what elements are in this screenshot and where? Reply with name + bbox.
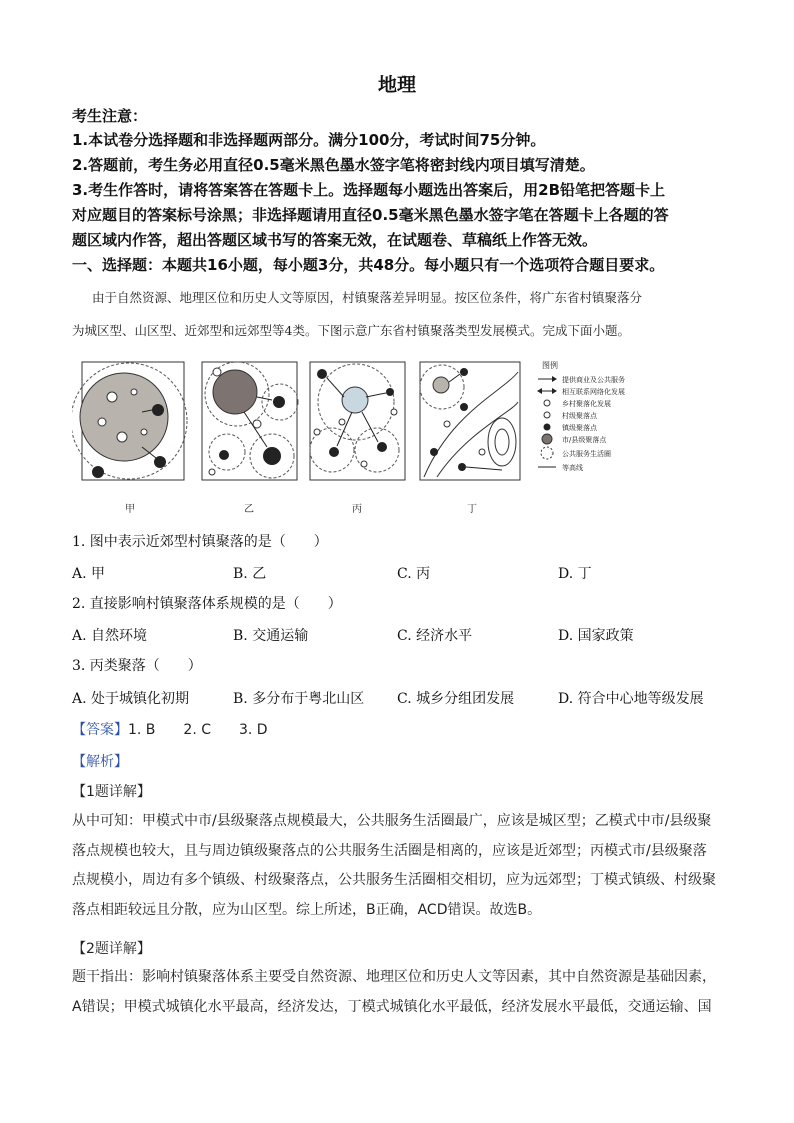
detail2-body	[72, 963, 724, 1022]
legend-title: 图例	[542, 361, 558, 370]
question-option: C. 经济水平	[397, 628, 473, 644]
legend-item: 村级聚落点	[562, 412, 597, 420]
legend-item: 等高线	[562, 464, 583, 472]
question-option: B. 乙	[233, 566, 267, 582]
section-heading: 一、选择题：本题共16小题，每小题3分，共48分。每小题只有一个选项符合题目要求。	[72, 256, 665, 274]
question-stem: 3. 丙类聚落（ ）	[72, 658, 202, 674]
detail1-heading: 【1题详解】	[72, 784, 151, 800]
question-option: D. 丁	[558, 566, 592, 582]
detail1-line: 落点规模也较大，且与周边镇级聚落点的公共服务生活圈是相离的，应该是近郊型；丙模式市/县级聚落	[72, 842, 707, 859]
detail2-line: 题干指出：影响村镇聚落体系主要受自然资源、地理区位和历史人文等因素，其中自然资源是基础因素，	[72, 969, 716, 985]
legend-item: 镇级聚落点	[562, 424, 597, 432]
panel-bing	[310, 362, 405, 480]
question-stem: 2. 直接影响村镇聚落体系规模的是（ ）	[72, 596, 342, 612]
detail2-heading: 【2题详解】	[72, 941, 151, 957]
notice-item: 1.本试卷分选择题和非选择题两部分。满分100分，考试时间75分钟。	[72, 131, 546, 149]
detail2-line: A错误；甲模式城镇化水平最高，经济发达，丁模式城镇化水平最低，经济发展水平最低，交通运输、国	[72, 998, 712, 1015]
detail1-body	[72, 807, 724, 925]
question-option: B. 交通运输	[233, 628, 309, 644]
panel-label: 丙	[352, 504, 362, 515]
passage-line: 由于自然资源、地理区位和历史人文等原因，村镇聚落差异明显。按区位条件，将广东省村镇聚落分	[92, 290, 643, 305]
question-option: A. 处于城镇化初期	[72, 691, 190, 707]
panel-label: 甲	[125, 504, 135, 515]
legend-item: 提供商业及公共服务	[562, 376, 625, 384]
panel-label: 乙	[244, 504, 254, 515]
notice-item: 对应题目的答案标号涂黑；非选择题请用直径0.5毫米黑色墨水签字笔在答题卡上各题的答	[72, 206, 669, 224]
panel-jia	[72, 362, 187, 480]
question-option: C. 城乡分组团发展	[397, 691, 515, 707]
notice-heading: 考生注意：	[72, 107, 148, 125]
legend-item: 公共服务生活圈	[562, 450, 611, 458]
settlement-figure	[72, 352, 732, 522]
answer-text: 1. B 2. C 3. D	[128, 722, 268, 738]
detail1-line: 从中可知：甲模式中市/县级聚落点规模最大，公共服务生活圈最广，应该是城区型；乙模式中市/县级聚	[72, 813, 712, 829]
legend-item: 相互联系网络化发展	[562, 388, 625, 396]
question-option: A. 自然环境	[72, 628, 148, 644]
question-stem: 1. 图中表示近郊型村镇聚落的是（ ）	[72, 534, 328, 550]
figure-legend	[537, 360, 625, 472]
question-option: B. 多分布于粤北山区	[233, 691, 365, 707]
legend-item: 乡村聚落化发展	[562, 400, 611, 408]
notice-item: 2.答题前，考生务必用直径0.5毫米黑色墨水签字笔将密封线内项目填写清楚。	[72, 156, 595, 174]
notice-item: 题区域内作答，超出答题区域书写的答案无效，在试题卷、草稿纸上作答无效。	[72, 231, 598, 249]
answer-line	[72, 719, 268, 739]
question-option: D. 符合中心地等级发展	[558, 691, 704, 707]
detail1-line: 落点相距较远且分散，应为山区型。综上所述，B正确，ACD错误。故选B。	[72, 901, 542, 918]
panel-yi	[202, 362, 298, 480]
question-option: C. 丙	[397, 566, 431, 582]
answer-tag: 【答案】	[72, 722, 128, 738]
question-option: D. 国家政策	[558, 628, 634, 644]
legend-item: 市/县级聚落点	[562, 436, 607, 444]
analysis-heading: 【解析】	[72, 754, 128, 770]
detail1-line: 点规模小，周边有多个镇级、村级聚落点，公共服务生活圈相交相切，应为远郊型；丁模式镇级、村级聚	[72, 872, 716, 888]
panel-ding	[420, 362, 520, 480]
notice-item: 3.考生作答时，请将答案答在答题卡上。选择题每小题选出答案后，用2B铅笔把答题卡上	[72, 181, 666, 199]
passage-line: 为城区型、山区型、近郊型和远郊型等4类。下图示意广东省村镇聚落类型发展模式。完成下面小题。	[72, 323, 630, 338]
question-option: A. 甲	[72, 566, 106, 582]
panel-label: 丁	[467, 504, 477, 515]
page-title: 地理	[377, 74, 416, 96]
